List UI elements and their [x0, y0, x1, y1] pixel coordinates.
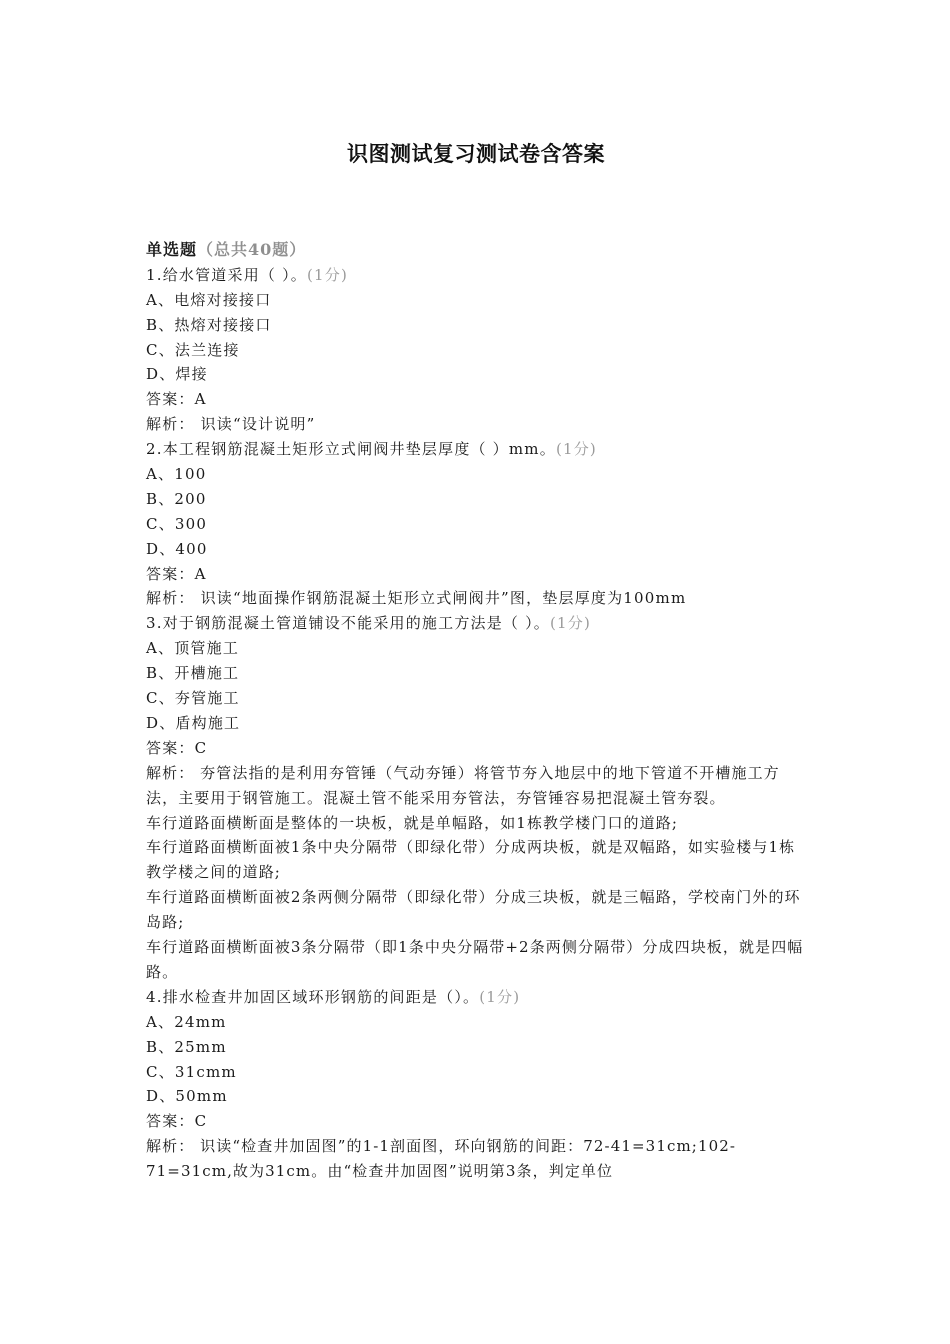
analysis-paragraph: 车行道路面横断面被2条两侧分隔带（即绿化带）分成三块板，就是三幅路，学校南门外的环岛路;	[146, 888, 801, 932]
option-d: D、盾构施工	[146, 713, 241, 732]
question-list	[146, 238, 806, 1184]
section-heading	[146, 238, 806, 263]
question-stem	[146, 611, 806, 636]
question-score: (1分)	[555, 440, 597, 459]
analysis: 解析： 识读“检查井加固图”的1-1剖面图，环向钢筋的间距：72-41=31cm;102-71=31cm,故为31cm。由“检查井加固图”说明第3条，判定单位	[146, 1137, 737, 1181]
section-count: （总共40题）	[197, 240, 307, 259]
option-b: B、热熔对接接口	[146, 315, 272, 334]
question-stem-text: 4.排水检查井加固区域环形钢筋的间距是（）。	[146, 987, 480, 1006]
option-a: A、电熔对接接口	[146, 290, 272, 309]
question-stem-text: 3.对于钢筋混凝土管道铺设不能采用的施工方法是（ ）。	[146, 614, 550, 633]
analysis-paragraph: 车行道路面横断面是整体的一块板，就是单幅路，如1栋教学楼门口的道路;	[146, 813, 679, 832]
question-4	[146, 985, 806, 1184]
analysis: 解析： 识读“地面操作钢筋混凝土矩形立式闸阀井”图，垫层厚度为100mm	[146, 589, 687, 608]
question-3	[146, 611, 806, 985]
question-2	[146, 437, 806, 611]
analysis: 解析： 夯管法指的是利用夯管锤（气动夯锤）将管节夯入地层中的地下管道不开槽施工方法，主要用于钢管施工。混凝土管不能采用夯管法，夯管锤容易把混凝土管夯裂。	[146, 763, 780, 807]
analysis-paragraph: 车行道路面横断面被1条中央分隔带（即绿化带）分成两块板，就是双幅路，如实验楼与1栋教学楼之间的道路;	[146, 838, 796, 882]
analysis: 解析： 识读“设计说明”	[146, 415, 316, 434]
option-a: A、24mm	[146, 1012, 227, 1031]
page-title: 识图测试复习测试卷含答案	[347, 141, 605, 166]
question-score: (1分)	[549, 614, 592, 633]
answer: 答案：C	[146, 1112, 208, 1131]
question-stem-text: 2.本工程钢筋混凝土矩形立式闸阀井垫层厚度（ ）mm。	[146, 440, 556, 459]
question-score: (1分)	[306, 265, 349, 284]
question-1	[146, 263, 806, 437]
answer: 答案：A	[146, 390, 207, 409]
answer: 答案：C	[146, 738, 208, 757]
analysis-paragraph: 车行道路面横断面被3条分隔带（即1条中央分隔带+2条两侧分隔带）分成四块板，就是四幅路。	[146, 938, 804, 981]
section-label: 单选题	[146, 240, 198, 259]
option-c: C、31cmm	[146, 1062, 237, 1081]
option-b: B、200	[146, 489, 207, 508]
option-d: D、焊接	[146, 365, 208, 384]
option-b: B、开槽施工	[146, 664, 240, 683]
option-a: A、顶管施工	[146, 639, 240, 658]
question-stem-text: 1.给水管道采用（ ）。	[146, 265, 307, 284]
question-stem	[146, 985, 806, 1010]
question-stem	[146, 437, 806, 462]
option-c: C、法兰连接	[146, 340, 240, 359]
option-d: D、400	[146, 539, 208, 558]
option-d: D、50mm	[146, 1087, 228, 1106]
option-a: A、100	[146, 465, 207, 484]
question-score: (1分)	[479, 987, 521, 1006]
question-stem	[146, 263, 806, 288]
option-b: B、25mm	[146, 1037, 227, 1056]
answer: 答案：A	[146, 564, 207, 583]
option-c: C、夯管施工	[146, 689, 240, 708]
option-c: C、300	[146, 514, 208, 533]
